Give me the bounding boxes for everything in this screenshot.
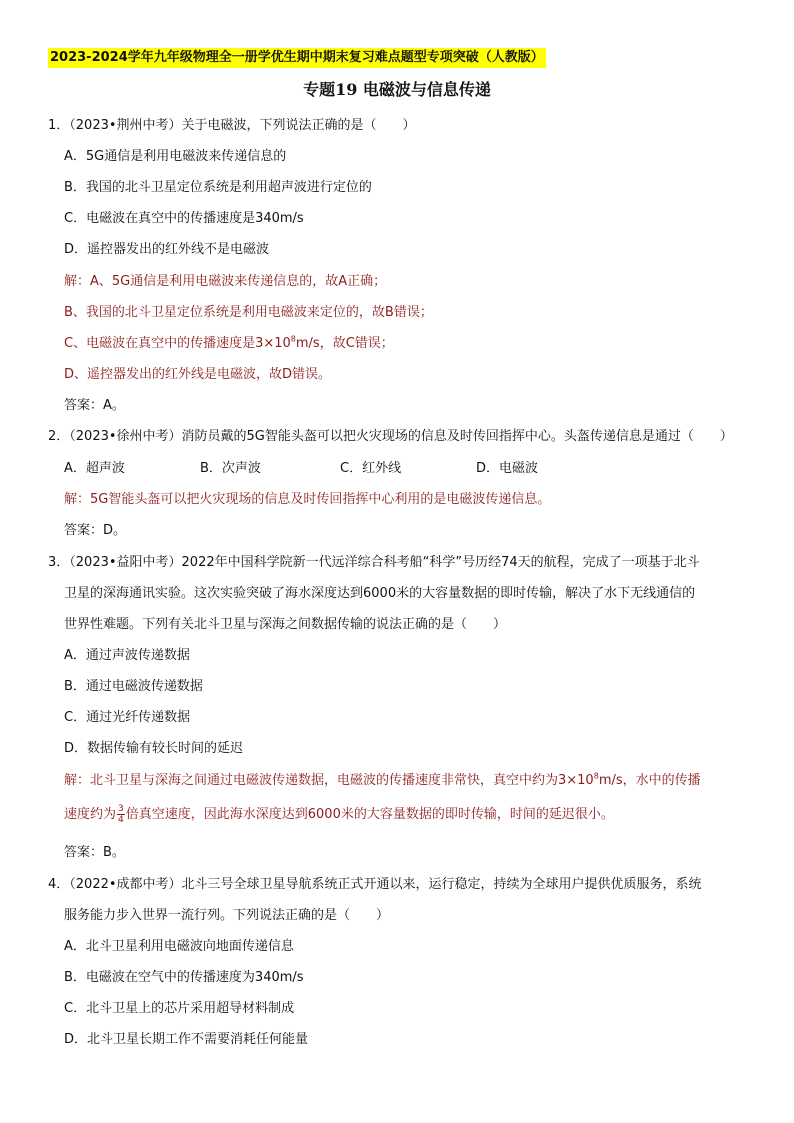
q3-option-a: A．通过声波传递数据 [64,648,190,663]
q1-solution-d: D、遥控器发出的红外线是电磁波，故D错误。 [64,367,332,382]
text: 解：北斗卫星与深海之间通过电磁波传递数据，电磁波的传播速度非常快，真空中约为3×10 [64,773,594,788]
q2-option-b: B．次声波 [200,461,261,476]
q3-stem-line: 卫星的深海通讯实验。这次实验突破了海水深度达到6000米的大容量数据的即时传输，解决了水下无线通信的 [64,586,696,601]
q2-option-c: C．红外线 [340,461,402,476]
fraction-numerator: 3 [118,804,124,814]
q2-option-a: A．超声波 [64,461,125,476]
q1-option-c: C．电磁波在真空中的传播速度是340m/s [64,211,304,226]
q1-solution-line: 解：A、5G通信是利用电磁波来传递信息的，故A正确； [64,274,387,289]
q3-solution-line1 [64,771,701,791]
q4-option-b: B．电磁波在空气中的传播速度为340m/s [64,970,304,985]
exponent: 8 [593,771,599,781]
q3-option-c: C．通过光纤传递数据 [64,710,191,725]
q1-option-a: A．5G通信是利用电磁波来传递信息的 [64,149,287,164]
q2-stem: 2．（2023•徐州中考）消防员戴的5G智能头盔可以把火灾现场的信息及时传回指挥中心。头盔传递信息是通过（ ） [48,429,733,444]
text: C、电磁波在真空中的传播速度是3×10 [64,336,291,351]
q1-solution-line: B、我国的北斗卫星定位系统是利用电磁波来定位的，故B错误； [64,305,433,320]
q1-option-d: D．遥控器发出的红外线不是电磁波 [64,242,270,257]
text: m/s，故C错误； [295,336,394,351]
q4-option-c: C．北斗卫星上的芯片采用超导材料制成 [64,1001,295,1016]
page-title: 专题19 电磁波与信息传递 [303,80,491,99]
q1-solution-c [64,334,394,354]
q1-stem: 1．（2023•荆州中考）关于电磁波，下列说法正确的是（ ） [48,118,416,133]
q1-answer: 答案：A。 [64,398,125,413]
series-banner: 2023-2024学年九年级物理全一册学优生期中期末复习难点题型专项突破（人教版） [48,48,546,68]
q4-option-a: A．北斗卫星利用电磁波向地面传递信息 [64,939,294,954]
exponent: 8 [290,334,296,344]
q4-option-d: D．北斗卫星长期工作不需要消耗任何能量 [64,1032,309,1047]
q2-option-d: D．电磁波 [476,461,539,476]
text: m/s，水中的传播 [598,773,701,788]
q3-answer: 答案：B。 [64,845,125,860]
fraction-denominator: 4 [118,815,124,825]
q3-solution-line2 [64,804,614,825]
q3-stem-line: 世界性难题。下列有关北斗卫星与深海之间数据传输的说法正确的是（ ） [64,617,507,632]
text: 速度约为 [64,807,117,822]
q2-options-row [64,459,538,479]
q3-option-d: D．数据传输有较长时间的延迟 [64,741,244,756]
q1-option-b: B．我国的北斗卫星定位系统是利用超声波进行定位的 [64,180,372,195]
q4-stem-line: 服务能力步入世界一流行列。下列说法正确的是（ ） [64,908,390,923]
q3-stem-line: 3．（2023•益阳中考）2022年中国科学院新一代远洋综合科考船“科学”号历经74天的航程，完成了一项基于北斗 [48,555,700,570]
q4-stem-line: 4．（2022•成都中考）北斗三号全球卫星导航系统正式开通以来，运行稳定，持续为全球用户提供优质服务，系统 [48,877,702,892]
q2-solution: 解：5G智能头盔可以把火灾现场的信息及时传回指挥中心利用的是电磁波传递信息。 [64,492,551,507]
q2-answer: 答案：D。 [64,523,127,538]
fraction [117,804,125,825]
q3-option-b: B．通过电磁波传递数据 [64,679,203,694]
text: 倍真空速度，因此海水深度达到6000米的大容量数据的即时传输，时间的延迟很小。 [125,807,614,822]
